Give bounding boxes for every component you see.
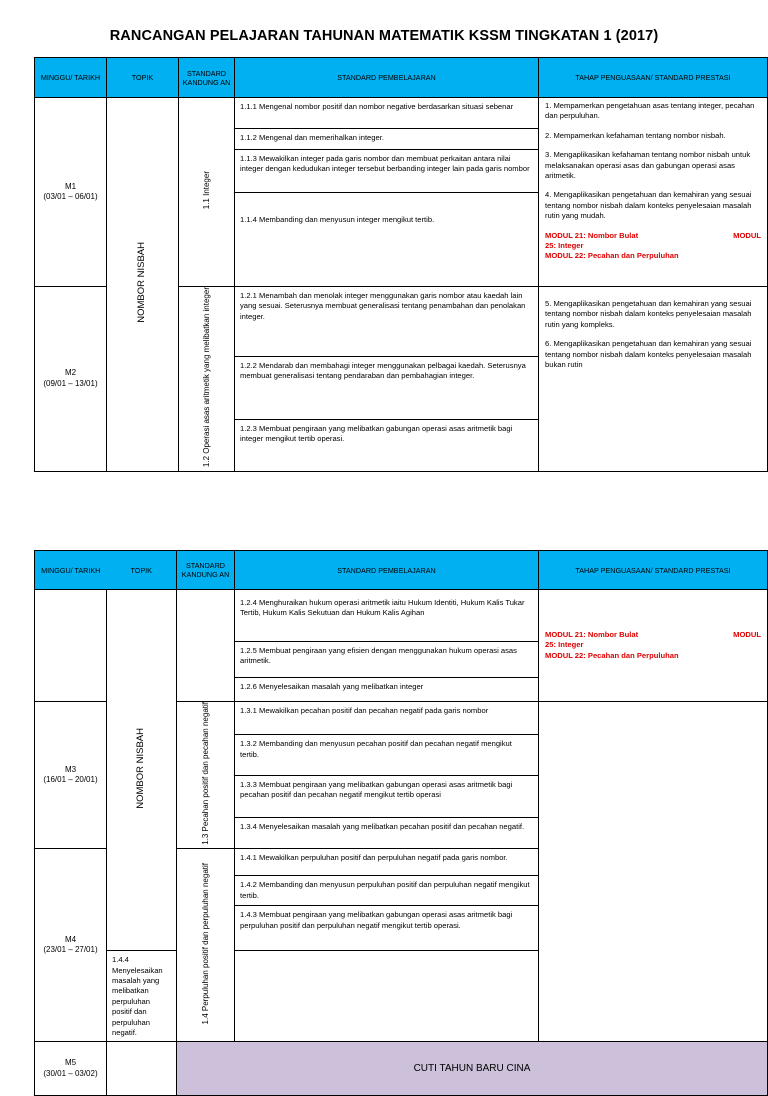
- performance-cell-c: [539, 590, 768, 702]
- week-dates: (30/01 – 03/02): [43, 1068, 98, 1078]
- sk-label: 1.2 Operasi asas aritmetik yang melibatkan integer: [201, 287, 211, 468]
- performance-cell-b: [539, 287, 768, 472]
- week-dates: (03/01 – 06/01): [43, 192, 98, 201]
- sp-cell: 1.1.1 Mengenal nombor positif dan nombor negative berdasarkan situasi sebenar: [235, 98, 539, 129]
- sp-cell: 1.4.1 Mewakilkan perpuluhan positif dan perpuluhan negatif pada garis nombor.: [235, 849, 539, 876]
- header-standard-kandungan: STANDARD KANDUNG AN: [179, 58, 235, 98]
- table-row: [35, 98, 768, 129]
- week-label: M5: [64, 1058, 77, 1068]
- modul-25-head: MODUL: [733, 629, 761, 639]
- plan-table-2-body: [34, 589, 768, 1096]
- page-title: RANCANGAN PELAJARAN TAHUNAN MATEMATIK KSSM TINGKATAN 1 (2017): [109, 28, 659, 44]
- performance-item: 2. Mempamerkan kefahaman tentang nombor nisbah.: [545, 130, 726, 140]
- table-row: [35, 1042, 768, 1096]
- week-cell-m2: [35, 287, 107, 472]
- sk-cell-1-4: [177, 849, 235, 1042]
- sp-cell: 1.1.3 Mewakilkan integer pada garis nombor dan membuat perkaitan antara nilai integer dengan kedudukan integer tersebut berbanding integer lain pada garis nombor: [235, 150, 539, 193]
- performance-item: 3. Mengaplikasikan kefahaman tentang nombor nisbah untuk melaksanakan operasi asas dan gabungan operasi asas aritmetik.: [545, 150, 751, 181]
- topic-label: NOMBOR NISBAH: [136, 242, 148, 323]
- week-label: M4: [64, 934, 77, 944]
- week-label: M1: [64, 181, 77, 191]
- week-label: M3: [64, 764, 77, 774]
- plan-table-1: [34, 57, 768, 472]
- header-tahap: TAHAP PENGUASAAN/ STANDARD PRESTASI: [539, 58, 768, 98]
- sp-cell: 1.3.3 Membuat pengiraan yang melibatkan gabungan operasi asas aritmetik bagi pecahan positif dan pecahan negatif mengikut tertib operasi: [235, 775, 539, 818]
- sk-cell-1-2: [179, 287, 235, 472]
- modul-21: MODUL 21: Nombor Bulat: [545, 629, 639, 639]
- performance-item: 5. Mengaplikasikan pengetahuan dan kemahiran yang sesuai tentang nombor nisbah dalam konteks penyelesaian masalah rutin yang kompleks.: [545, 299, 752, 329]
- header-topik: TOPIK: [130, 565, 152, 575]
- modul-block: [545, 630, 761, 661]
- sk-cell-empty: [177, 590, 235, 702]
- week-cell-m1: [35, 98, 107, 287]
- modul-25-head: MODUL: [733, 230, 761, 240]
- topic-cell: [107, 98, 179, 472]
- table-row: [35, 590, 768, 642]
- sp-cell: 1.1.4 Membanding dan menyusun integer mengikut tertib.: [235, 193, 539, 287]
- header-tahap: TAHAP PENGUASAAN/ STANDARD PRESTASI: [539, 551, 768, 590]
- sp-cell: 1.3.4 Menyelesaikan masalah yang melibatkan pecahan positif dan pecahan negatif.: [235, 818, 539, 849]
- week-cell-m3: [35, 702, 107, 849]
- sp-cell: 1.2.3 Membuat pengiraan yang melibatkan gabungan operasi asas aritmetik bagi integer mengikut tertib operasi.: [235, 419, 539, 471]
- performance-item: 6. Mengaplikasikan pengetahuan dan kemahiran yang sesuai tentang nombor nisbah dalam konteks penyelesaian masalah bukan rutin: [545, 339, 752, 370]
- sp-cell: 1.2.5 Membuat pengiraan yang efisien dengan menggunakan hukum operasi asas aritmetik.: [235, 642, 539, 678]
- sp-cell: 1.4.3 Membuat pengiraan yang melibatkan gabungan operasi asas aritmetik bagi perpuluhan positif dan perpuluhan negatif mengikut tertib operasi.: [235, 906, 539, 951]
- sp-cell: 1.2.6 Menyelesaikan masalah yang melibatkan integer: [235, 678, 539, 702]
- topic-label: NOMBOR NISBAH: [135, 728, 147, 809]
- holiday-banner: CUTI TAHUN BARU CINA: [177, 1042, 768, 1096]
- sp-cell: 1.2.1 Menambah dan menolak integer menggunakan garis nombor atau kaedah lain yang sesuai. Seterusnya membuat generalisasi tentang penambahan dan penolakan integer.: [235, 287, 539, 357]
- sk-label: 1.4 Perpuluhan positif dan perpuluhan negatif: [200, 862, 210, 1025]
- modul-22: MODUL 22: Pecahan dan Perpuluhan: [545, 650, 679, 660]
- sk-label: 1.3 Pecahan positif dan pecahan negatif: [200, 702, 210, 845]
- modul-block: [545, 231, 761, 262]
- topic-cell-empty: [107, 1042, 177, 1096]
- sk-cell-1-3: [177, 702, 235, 849]
- performance-cell-empty: [539, 702, 768, 1042]
- performance-item: 4. Mengaplikasikan pengetahuan dan kemahiran yang sesuai tentang nombor nisbah dalam konteks penyelesaian masalah rutin yang mudah.: [545, 190, 752, 221]
- sp-cell: 1.1.2 Mengenal dan memerihalkan integer.: [235, 129, 539, 150]
- week-label: M2: [64, 368, 77, 378]
- week-dates: (23/01 – 27/01): [43, 945, 98, 955]
- header-minggu: MINGGU/ TARIKH: [35, 58, 107, 98]
- sp-cell: 1.2.2 Mendarab dan membahagi integer menggunakan pelbagai kaedah. Seterusnya membuat generalisasi tentang pendaraban dan pembahagian integer.: [235, 356, 539, 419]
- header-standard-kandungan: STANDARD KANDUNG AN: [177, 551, 235, 590]
- performance-cell-a: [539, 98, 768, 287]
- header-minggu: MINGGU/ TARIKH: [41, 565, 101, 575]
- header-minggu-topik: [35, 551, 177, 590]
- performance-item: 1. Mempamerkan pengetahuan asas tentang integer, pecahan dan perpuluhan.: [545, 101, 755, 121]
- modul-25: 25: Integer: [545, 640, 584, 650]
- sp-cell: 1.3.2 Membanding dan menyusun pecahan positif dan pecahan negatif mengikut tertib.: [235, 735, 539, 775]
- sp-cell: 1.2.4 Menghuraikan hukum operasi aritmetik iaitu Hukum Identiti, Hukum Kalis Tukar Tertib, Hukum Kalis Sekutuan dan Hukum Kalis Agihan: [235, 590, 539, 642]
- sp-cell: 1.4.2 Membanding dan menyusun perpuluhan positif dan perpuluhan negatif mengikut tertib.: [235, 876, 539, 906]
- week-cell-empty: [35, 590, 107, 702]
- modul-22: MODUL 22: Pecahan dan Perpuluhan: [545, 251, 679, 261]
- header-topik: TOPIK: [107, 58, 179, 98]
- sk-label: 1.1 Integer: [201, 171, 211, 210]
- table-header-row: [35, 551, 768, 590]
- header-standard-pembelajaran: STANDARD PEMBELAJARAN: [235, 58, 539, 98]
- modul-25: 25: Integer: [545, 241, 584, 251]
- sp-cell: 1.4.4 Menyelesaikan masalah yang melibatkan perpuluhan positif dan perpuluhan negatif.: [107, 951, 177, 1042]
- week-dates: (09/01 – 13/01): [43, 378, 98, 388]
- week-cell-m4: [35, 849, 107, 1042]
- header-standard-pembelajaran: STANDARD PEMBELAJARAN: [235, 551, 539, 590]
- table-header-row: [35, 58, 768, 98]
- plan-table-2: [34, 550, 768, 590]
- topic-cell: [107, 590, 177, 951]
- week-dates: (16/01 – 20/01): [43, 775, 98, 785]
- sp-cell: 1.3.1 Mewakilkan pecahan positif dan pecahan negatif pada garis nombor: [235, 702, 539, 735]
- sk-cell-1-1: [179, 98, 235, 287]
- modul-21: MODUL 21: Nombor Bulat: [545, 230, 639, 240]
- week-cell-m5: [35, 1042, 107, 1096]
